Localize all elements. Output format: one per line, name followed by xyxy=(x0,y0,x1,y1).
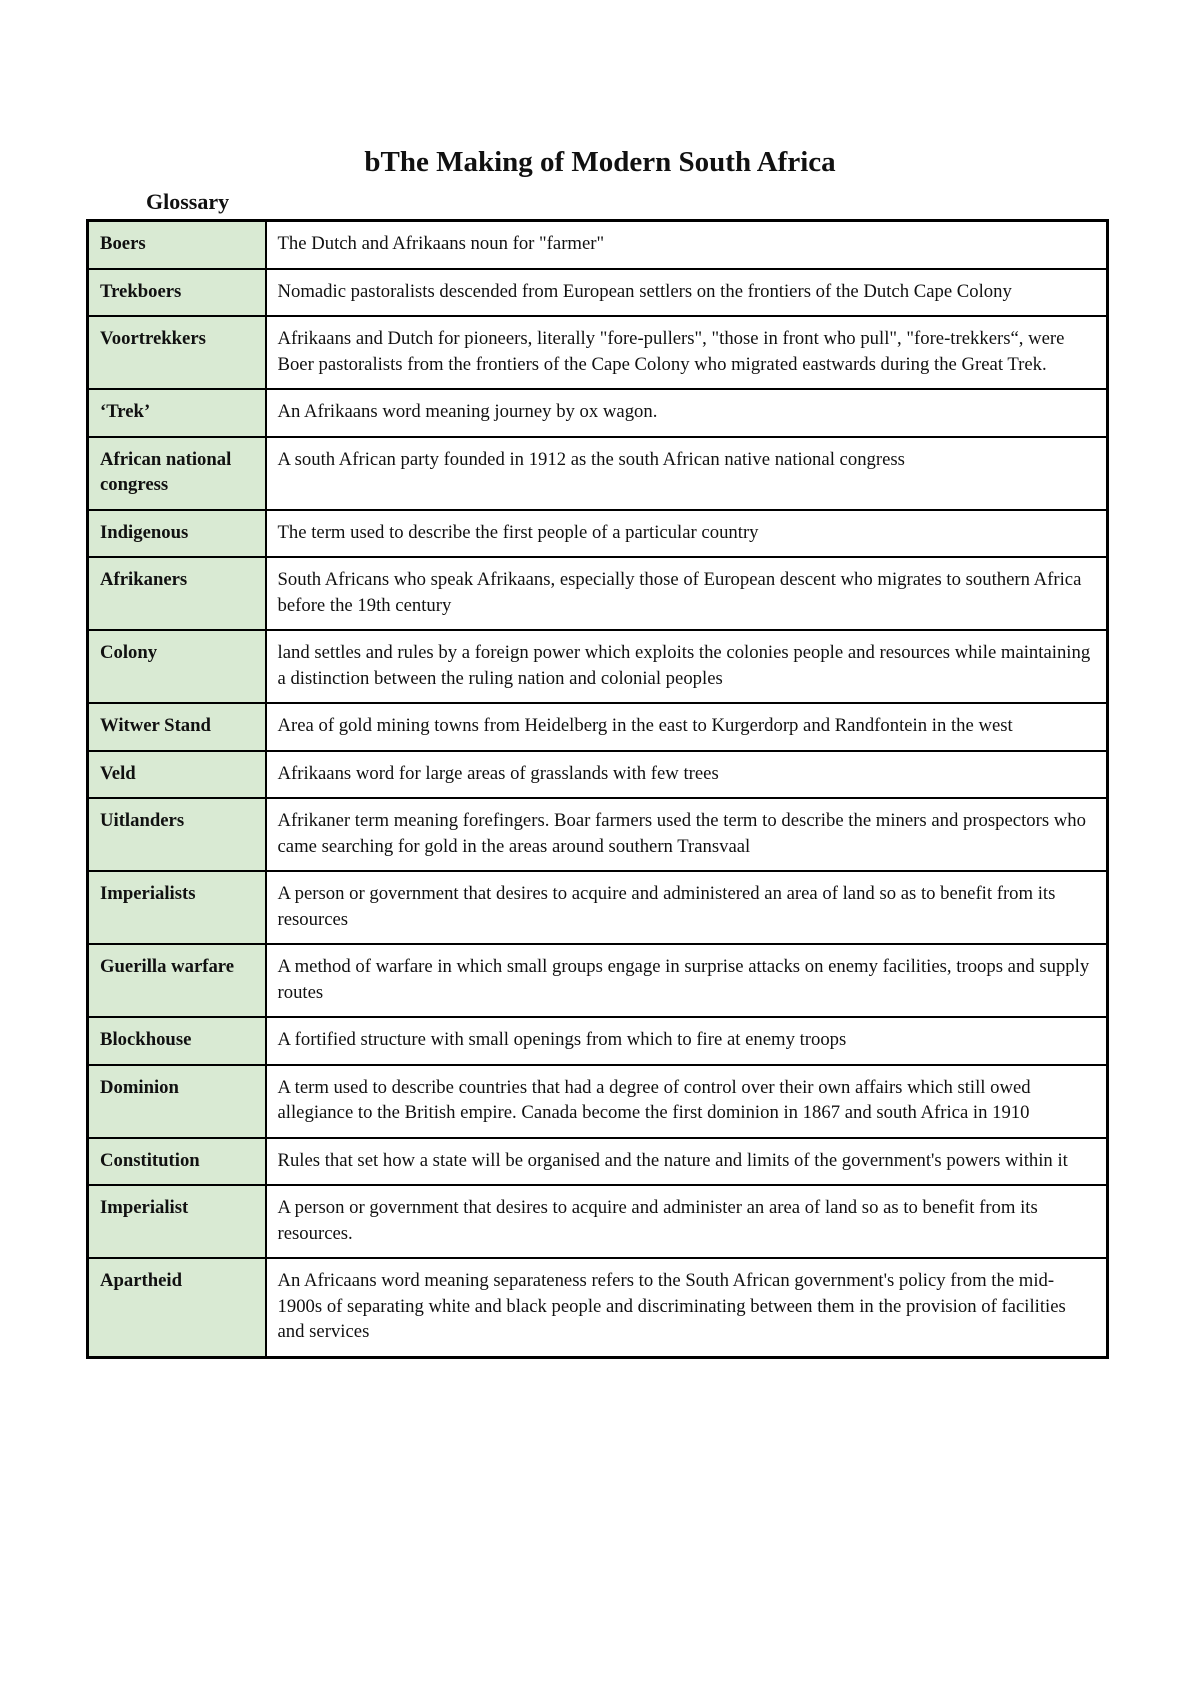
glossary-definition: Nomadic pastoralists descended from European settlers on the frontiers of the Dutch Cape Colony xyxy=(266,269,1108,317)
glossary-row xyxy=(88,871,1108,944)
glossary-definition: South Africans who speak Afrikaans, especially those of European descent who migrates to southern Africa before the 19th century xyxy=(266,557,1108,630)
glossary-term: Imperialists xyxy=(88,871,266,944)
glossary-term: Colony xyxy=(88,630,266,703)
glossary-definition: Afrikaans word for large areas of grasslands with few trees xyxy=(266,751,1108,799)
glossary-row xyxy=(88,221,1108,269)
glossary-definition: A south African party founded in 1912 as the south African native national congress xyxy=(266,437,1108,510)
glossary-table xyxy=(86,219,1109,1359)
glossary-term: Apartheid xyxy=(88,1258,266,1357)
glossary-definition: The Dutch and Afrikaans noun for "farmer" xyxy=(266,221,1108,269)
glossary-definition: A fortified structure with small openings from which to fire at enemy troops xyxy=(266,1017,1108,1065)
glossary-term: Trekboers xyxy=(88,269,266,317)
glossary-heading: Glossary xyxy=(146,189,230,214)
glossary-row xyxy=(88,1258,1108,1357)
glossary-row xyxy=(88,1017,1108,1065)
glossary-definition: An Africaans word meaning separateness refers to the South African government's policy from the mid-1900s of separating white and black people and discriminating between them in the provision of facilities and services xyxy=(266,1258,1108,1357)
glossary-definition: Afrikaner term meaning forefingers. Boar farmers used the term to describe the miners and prospectors who came searching for gold in the areas around southern Transvaal xyxy=(266,798,1108,871)
glossary-row xyxy=(88,437,1108,510)
glossary-definition: land settles and rules by a foreign power which exploits the colonies people and resources while maintaining a distinction between the ruling nation and colonial peoples xyxy=(266,630,1108,703)
glossary-row xyxy=(88,1065,1108,1138)
glossary-term: Uitlanders xyxy=(88,798,266,871)
glossary-row xyxy=(88,557,1108,630)
glossary-term: Veld xyxy=(88,751,266,799)
glossary-term: African national congress xyxy=(88,437,266,510)
glossary-term: Voortrekkers xyxy=(88,316,266,389)
glossary-definition: A term used to describe countries that had a degree of control over their own affairs which still owed allegiance to the British empire. Canada become the first dominion in 1867 and south Africa in 1910 xyxy=(266,1065,1108,1138)
glossary-term: Witwer Stand xyxy=(88,703,266,751)
glossary-row xyxy=(88,269,1108,317)
glossary-term: Dominion xyxy=(88,1065,266,1138)
glossary-table-body xyxy=(88,221,1108,1358)
glossary-term: Afrikaners xyxy=(88,557,266,630)
glossary-row xyxy=(88,751,1108,799)
glossary-row xyxy=(88,510,1108,558)
glossary-term: Boers xyxy=(88,221,266,269)
glossary-row xyxy=(88,703,1108,751)
glossary-term: ‘Trek’ xyxy=(88,389,266,437)
glossary-definition: An Afrikaans word meaning journey by ox wagon. xyxy=(266,389,1108,437)
glossary-definition: A method of warfare in which small groups engage in surprise attacks on enemy facilities, troops and supply routes xyxy=(266,944,1108,1017)
glossary-definition: A person or government that desires to acquire and administer an area of land so as to benefit from its resources. xyxy=(266,1185,1108,1258)
glossary-row xyxy=(88,944,1108,1017)
glossary-definition: Afrikaans and Dutch for pioneers, literally "fore-pullers", "those in front who pull", "fore-trekkers“, were Boer pastoralists from the frontiers of the Cape Colony who migrated eastwards during the Great Trek. xyxy=(266,316,1108,389)
glossary-row xyxy=(88,798,1108,871)
glossary-definition: Area of gold mining towns from Heidelberg in the east to Kurgerdorp and Randfontein in the west xyxy=(266,703,1108,751)
glossary-term: Constitution xyxy=(88,1138,266,1186)
glossary-definition: Rules that set how a state will be organised and the nature and limits of the government's powers within it xyxy=(266,1138,1108,1186)
glossary-row xyxy=(88,389,1108,437)
glossary-term: Imperialist xyxy=(88,1185,266,1258)
glossary-definition: A person or government that desires to acquire and administered an area of land so as to benefit from its resources xyxy=(266,871,1108,944)
glossary-term: Guerilla warfare xyxy=(88,944,266,1017)
glossary-row xyxy=(88,316,1108,389)
glossary-row xyxy=(88,1138,1108,1186)
glossary-definition: The term used to describe the first people of a particular country xyxy=(266,510,1108,558)
glossary-row xyxy=(88,630,1108,703)
glossary-term: Blockhouse xyxy=(88,1017,266,1065)
glossary-term: Indigenous xyxy=(88,510,266,558)
glossary-row xyxy=(88,1185,1108,1258)
document-title: bThe Making of Modern South Africa xyxy=(364,146,836,178)
